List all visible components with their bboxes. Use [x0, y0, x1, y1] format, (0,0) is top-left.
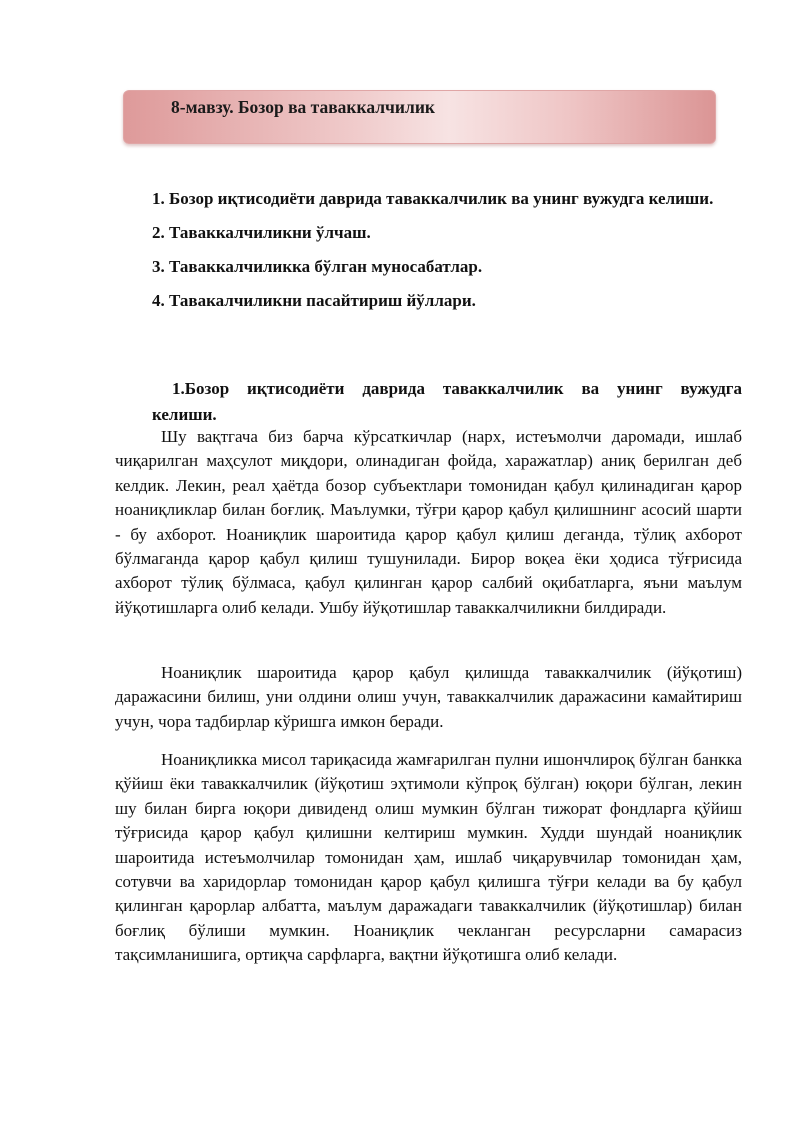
topic-outline: [115, 186, 742, 322]
outline-item-1: 1. Бозор иқтисодиёти даврида таваккалчилик ва унинг вужудга келиши.: [152, 189, 714, 208]
topic-title: 8-мавзу. Бозор ва таваккалчилик: [171, 97, 435, 117]
section-heading-line-2: келиши.: [152, 405, 217, 424]
body-paragraph-1: Шу вақтгача биз барча кўрсаткичлар (нарх, истеъмолчи даромади, ишлаб чиқарилган маҳсулот миқдори, олинадиган фойда, харажатлар) аниқ берилган деб келдик. Лекин, реал ҳаётда бозор субъектлари томонидан қабул қилинадиган қарор ноаниқликлар билан боғлиқ. Маълумки, тўғри қарор қабул қилишнинг асосий шарти - бу ахборот. Ноаниқлик шароитида қарор қабул қилиш деганда, тўлиқ ахборот бўлмаганда қарор қабул қилиш тушунилади. Бирор воқеа ёки ҳодиса тўғрисида ахборот тўлиқ бўлмаса, қабул қилинган қарор салбий оқибатларга, яъни маълум йўқотишларга олиб келади. Ушбу йўқотишлар таваккалчиликни билдиради.: [115, 427, 742, 617]
outline-item-2: 2. Таваккалчиликни ўлчаш.: [152, 223, 371, 242]
body-paragraph-3: Ноаниқликка мисол тариқасида жамғарилган пулни ишончлироқ бўлган банкка қўйиш ёки таваккалчилик (йўқотиш эҳтимоли кўпроқ бўлган) юқори бўлган, лекин шу билан бирга юқори дивиденд олиш мумкин бўлган тижорат фондларга қўйиш тўғрисида қарор қабул қилишни келтириш мумкин. Худди шундай ноаниқлик шароитида истеъмолчилар томонидан ҳам, ишлаб чиқарувчилар томонидан ҳам, сотувчи ва харидорлар томонидан қарор қабул қилишга тўғри келади ва бу қабул қилинган қарорлар албатта, маълум даражадаги таваккалчилик (йўқотишлар) билан боғлиқ бўлиши мумкин. Ноаниқлик чекланган ресурсларни самарасиз тақсимланишига, ортиқча сарфларга, вақтни йўқотишга олиб келади.: [115, 750, 742, 965]
body-paragraph-2: Ноаниқлик шароитида қарор қабул қилишда таваккалчилик (йўқотиш) даражасини билиш, уни олдини олиш учун, таваккалчилик даражасини камайтириш учун, чора тадбирлар кўришга имкон беради.: [115, 663, 742, 731]
section-heading: [152, 376, 742, 428]
outline-item-4: 4. Тавакалчиликни пасайтириш йўллари.: [152, 291, 476, 310]
outline-item-3: 3. Таваккалчиликка бўлган муносабатлар.: [152, 257, 483, 276]
topic-title-banner: [123, 90, 716, 144]
section-heading-line-1: 1.Бозор иқтисодиёти даврида таваккалчилик ва унинг вужудга: [172, 379, 742, 398]
